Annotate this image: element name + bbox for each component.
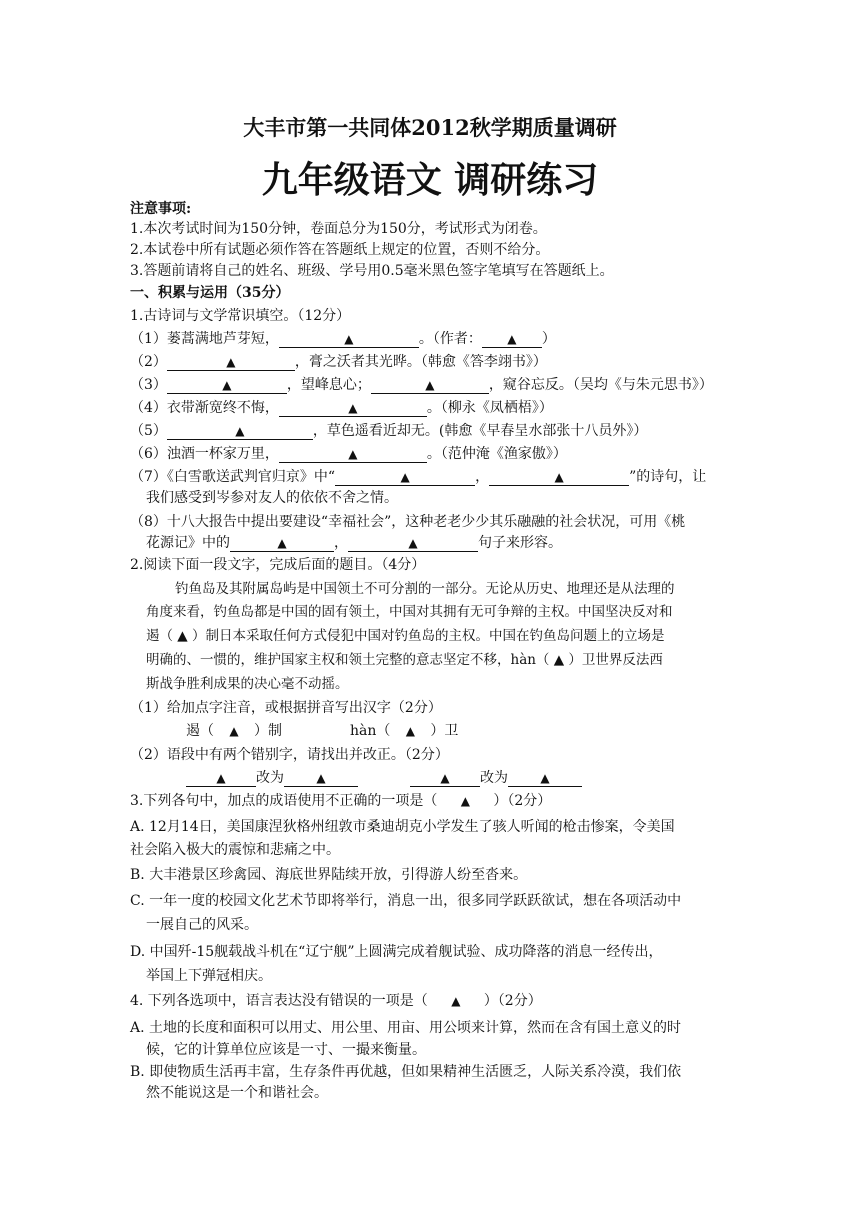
answer-slot[interactable]: ▲ (451, 994, 461, 1008)
q1-line-7: （7）《白雪歌送武判官归京》中“ ▲ ， ▲ ”的诗句，让 (130, 469, 707, 485)
answer-blank[interactable]: ▲ (410, 770, 480, 787)
q4-option-b-cont: 然不能说这是一个和谐社会。 (146, 1085, 328, 1101)
exam-subtitle: 九年级语文 调研练习 (261, 160, 599, 201)
answer-blank[interactable]: ▲ (482, 331, 542, 348)
answer-blank[interactable]: ▲ (508, 770, 582, 787)
q1-line-6: （6）浊酒一杯家万里， ▲ 。（范仲淹《渔家傲》） (130, 446, 567, 462)
answer-blank[interactable]: ▲ (167, 354, 295, 371)
q3-option-c: C. 一年一度的校园文化艺术节即将举行，消息一出，很多同学跃跃欲试，想在各项活动中 (130, 893, 682, 909)
q3-option-d: D. 中国歼-15舰载战斗机在“辽宁舰”上圆满完成着舰试验、成功降落的消息一经传出， (130, 944, 663, 960)
q2-sub-1-answers-b: hàn（ ▲ ）卫 (350, 723, 459, 739)
q3-option-c-cont: 一展自己的风采。 (146, 917, 258, 933)
q1-line-1: （1）蒌蒿满地芦芽短， ▲ 。（作者： ▲ ） (130, 331, 556, 347)
q4-stem: 4. 下列各选项中，语言表达没有错误的一项是（ ▲ ）（2分） (130, 993, 542, 1009)
answer-blank[interactable]: ▲ (348, 535, 478, 552)
q3-option-b: B. 大丰港景区珍禽园、海底世界陆续开放，引得游人纷至沓来。 (130, 867, 528, 883)
answer-blank[interactable]: ▲ (279, 400, 427, 417)
exam-title: 大丰市第一共同体2012秋学期质量调研 (243, 115, 617, 140)
q2-stem: 2.阅读下面一段文字，完成后面的题目。（4分） (130, 557, 426, 573)
answer-blank[interactable]: ▲ (335, 469, 475, 486)
answer-blank[interactable]: ▲ (489, 469, 629, 486)
q3-option-a: A. 12月14日，美国康涅狄格州纽敦市桑迪胡克小学发生了骇人听闻的枪击惨案，令美国 (130, 819, 675, 835)
answer-blank[interactable]: ▲ (230, 535, 334, 552)
q1-line-5: （5） ▲ ，草色遥看近却无。(韩愈《早春呈水部张十八员外》） (130, 423, 648, 439)
answer-blank[interactable]: ▲ (279, 331, 419, 348)
notice-item-2: 2.本试卷中所有试题必须作答在答题纸上规定的位置，否则不给分。 (130, 242, 550, 258)
q1-line-4: （4）衣带渐宽终不悔， ▲ 。（柳永《凤栖梧》） (130, 400, 553, 416)
q2-passage-line: 斯战争胜利成果的决心毫不动摇。 (146, 676, 349, 692)
q2-passage-line: 钓鱼岛及其附属岛屿是中国领土不可分割的一部分。无论从历史、地理还是从法理的 (175, 581, 675, 597)
answer-blank[interactable]: ▲ (167, 377, 287, 394)
notice-item-3: 3.答题前请将自己的姓名、班级、学号用0.5毫米黑色签字笔填写在答题纸上。 (130, 263, 614, 279)
answer-blank[interactable]: ▲ (279, 446, 427, 463)
q2-passage-line: 角度来看，钓鱼岛都是中国的固有领土，中国对其拥有无可争辩的主权。中国坚决反对和 (146, 604, 673, 620)
q3-option-d-cont: 举国上下弹冠相庆。 (146, 968, 272, 984)
q2-sub-1-answers: 遏（ ▲ ）制 (186, 723, 282, 739)
q4-option-b: B. 即使物质生活再丰富，生存条件再优越，但如果精神生活匮乏，人际关系冷漠，我们依 (130, 1064, 682, 1080)
q3-option-a-cont: 社会陷入极大的震惊和悲痛之中。 (130, 842, 340, 858)
answer-slot[interactable]: ▲ (460, 794, 470, 808)
q1-line-8: （8）十八大报告中提出要建设“幸福社会”，这种老老少少其乐融融的社会状况，可用《桃 (130, 514, 686, 530)
answer-blank[interactable]: ▲ (371, 377, 489, 394)
answer-blank[interactable]: ▲ (186, 770, 256, 787)
q2-passage-line: 明确的、一惯的，维护国家主权和领土完整的意志坚定不移，hàn（ ▲ ）卫世界反法西 (146, 652, 663, 668)
q1-line-8b: 花源记》中的 ▲ ， ▲ 句子来形容。 (146, 535, 562, 551)
q3-stem: 3.下列各句中，加点的成语使用不正确的一项是（ ▲ ）（2分） (130, 793, 552, 809)
answer-blank[interactable]: ▲ (167, 423, 313, 440)
q2-sub-1: （1）给加点字注音，或根据拼音写出汉字（2分） (130, 700, 442, 716)
q1-stem: 1.古诗词与文学常识填空。（12分） (130, 308, 351, 324)
q4-option-a: A. 土地的长度和面积可以用丈、用公里、用亩、用公顷来计算，然而在含有国土意义的时 (130, 1020, 682, 1036)
answer-blank[interactable]: ▲ (229, 724, 239, 738)
q1-line-7b: 我们感受到岑参对友人的依依不舍之情。 (146, 490, 398, 506)
q2-sub-2-answers: ▲ 改为 ▲ (186, 768, 358, 788)
q2-passage-line: 遏（ ▲ ）制日本采取任何方式侵犯中国对钓鱼岛的主权。中国在钓鱼岛问题上的立场是 (146, 628, 665, 644)
q1-line-2: （2） ▲ ，膏之沃者其光晔。（韩愈《答李翊书》） (130, 354, 547, 370)
notice-item-1: 1.本次考试时间为150分钟，卷面总分为150分，考试形式为闭卷。 (130, 221, 547, 237)
answer-blank[interactable]: ▲ (405, 724, 415, 738)
q1-line-3: （3） ▲ ，望峰息心； ▲ ，窥谷忘反。（吴均《与朱元思书》） (130, 377, 713, 393)
q4-option-a-cont: 候，它的计算单位应该是一寸、一撮来衡量。 (146, 1042, 426, 1058)
answer-blank[interactable]: ▲ (284, 770, 358, 787)
notice-heading: 注意事项: (130, 201, 192, 217)
section-heading: 一、积累与运用（35分） (130, 285, 290, 301)
q2-sub-2-answers-b: ▲ 改为 ▲ (410, 768, 582, 788)
q2-sub-2: （2）语段中有两个错别字，请找出并改正。（2分） (130, 747, 449, 763)
